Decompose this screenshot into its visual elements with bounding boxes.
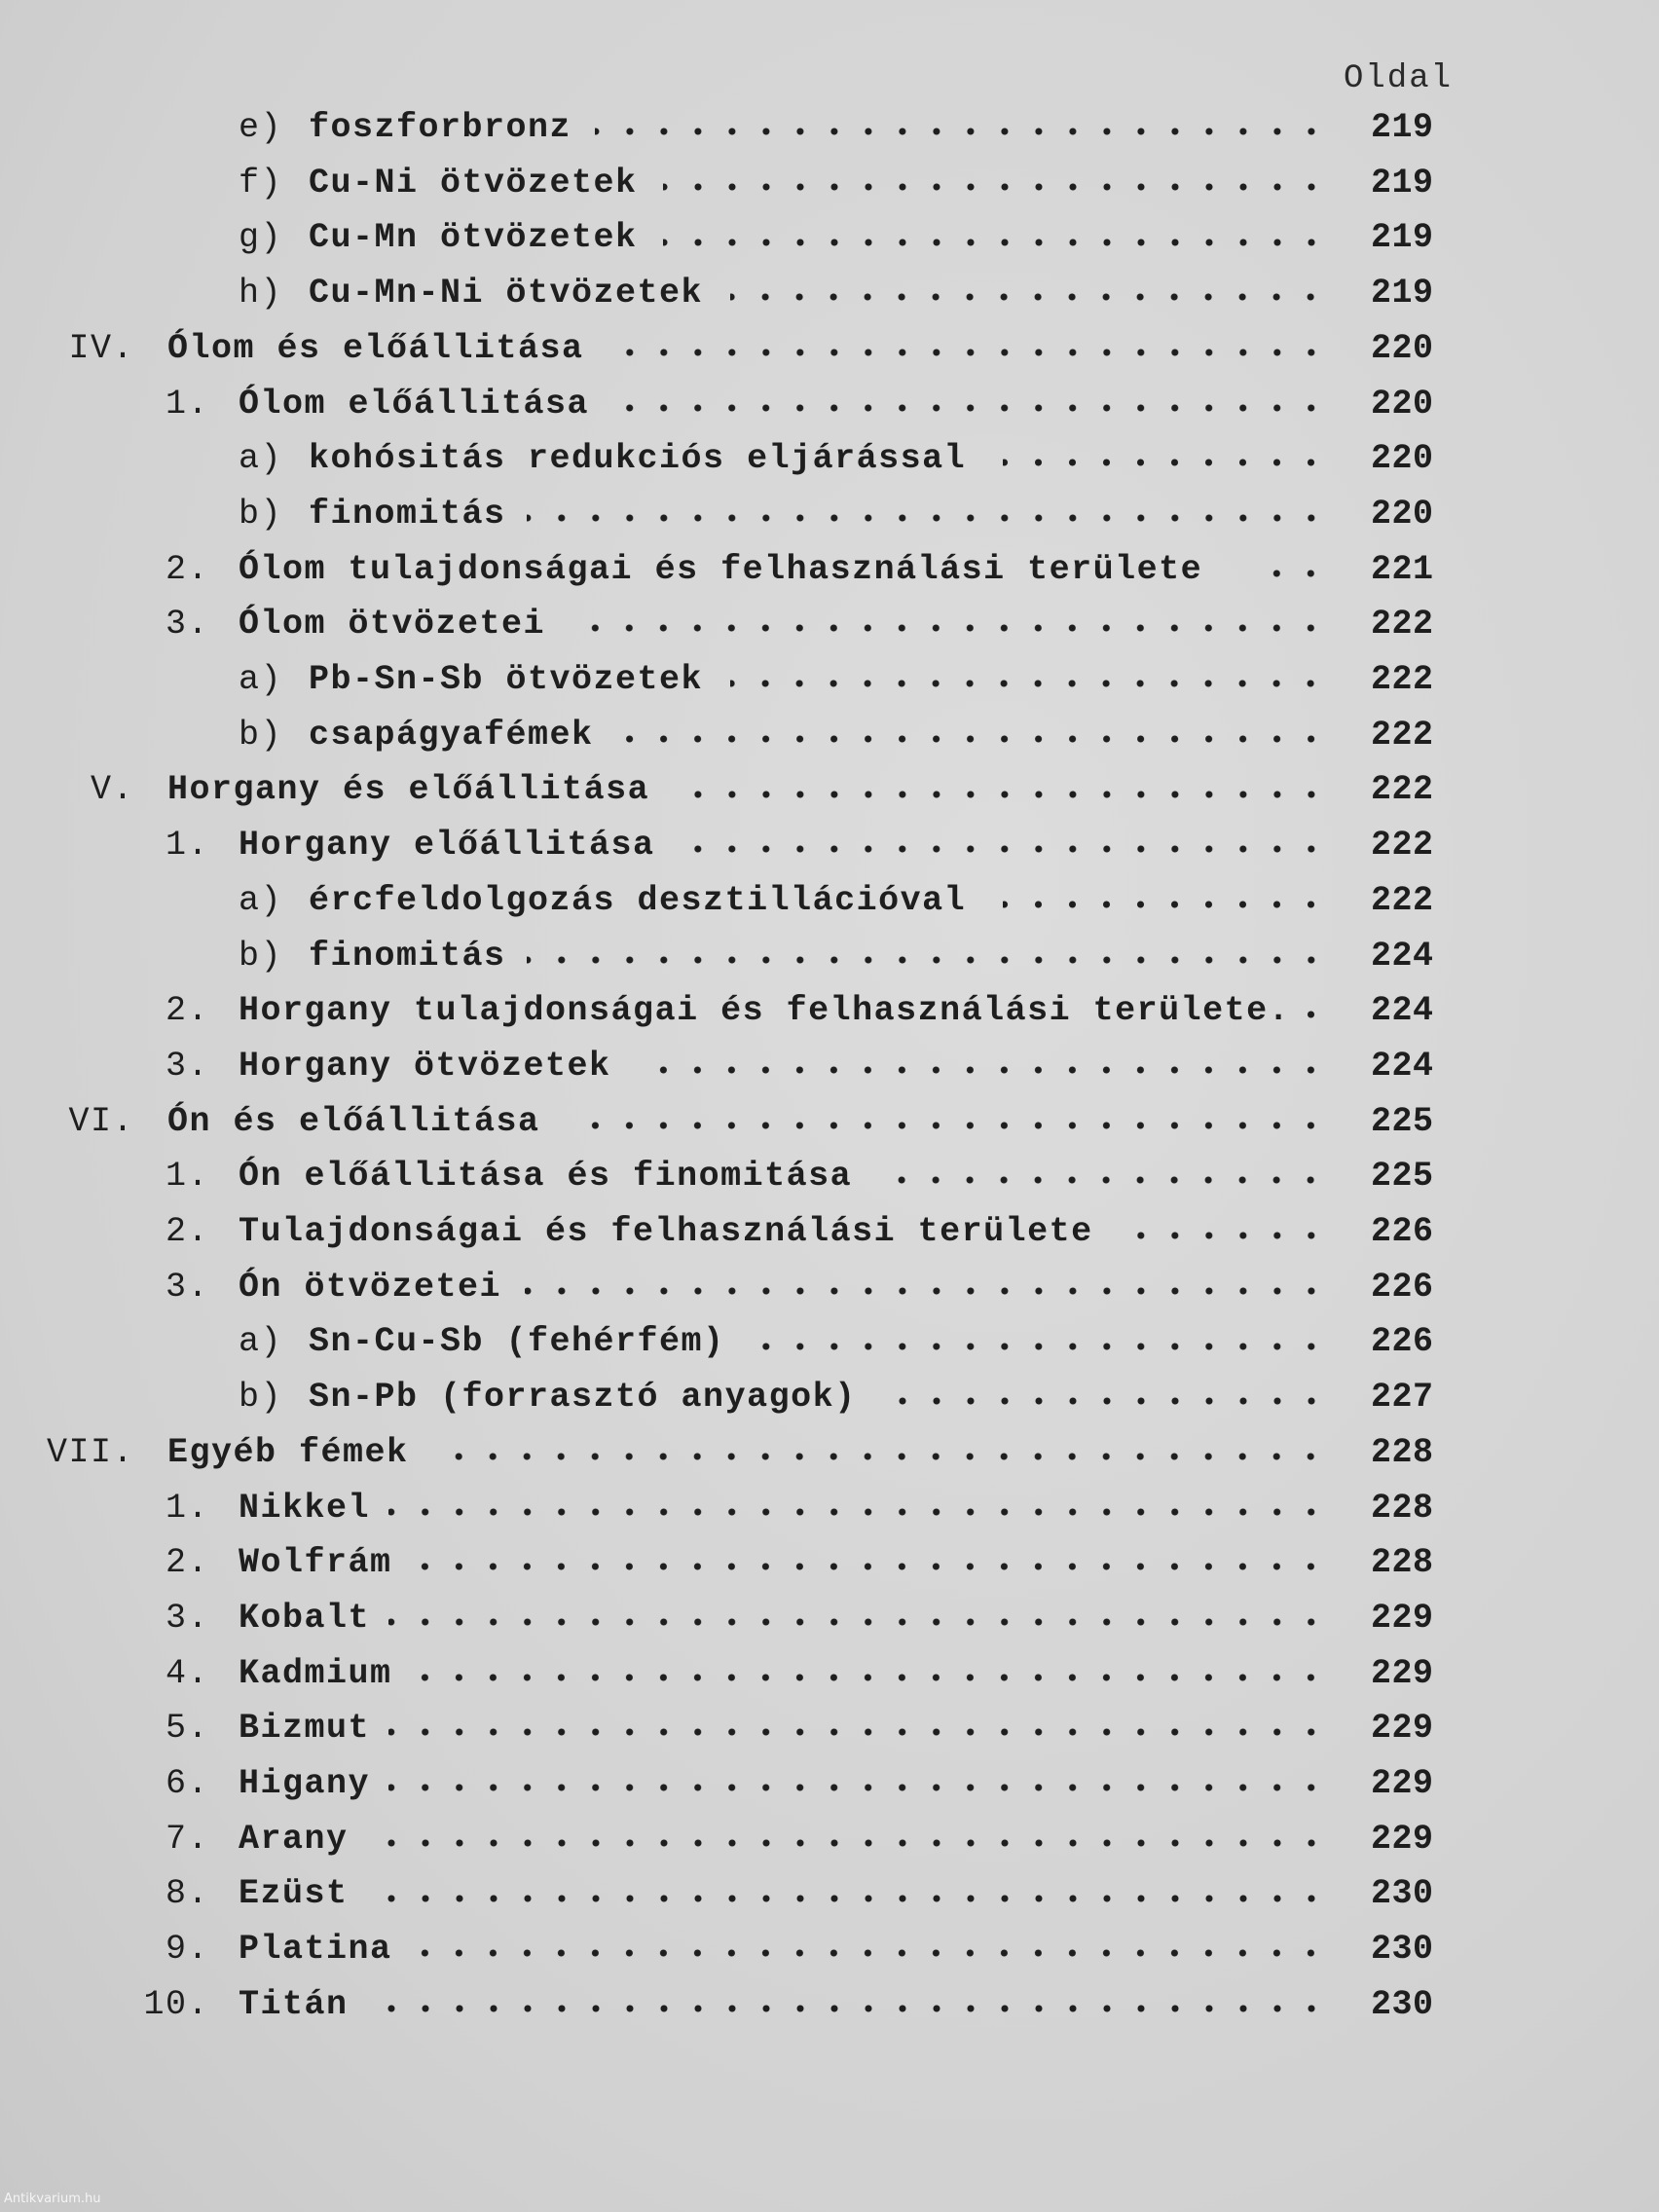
dot-leader bbox=[366, 1977, 1329, 2032]
toc-entry-title: Horgany és előállitása bbox=[167, 770, 650, 810]
dot-leader bbox=[1137, 1204, 1328, 1259]
dot-leader bbox=[638, 1039, 1328, 1093]
toc-entry-number: 1. bbox=[165, 384, 209, 424]
toc-entry-page: 228 bbox=[1371, 1488, 1434, 1528]
dot-leader bbox=[411, 1535, 1328, 1590]
toc-entry-page: 230 bbox=[1371, 1874, 1434, 1914]
toc-entry-number: IV. bbox=[68, 328, 134, 368]
toc-entry bbox=[0, 983, 1659, 1038]
toc-entry-title: Kadmium bbox=[239, 1653, 392, 1693]
dot-leader bbox=[527, 929, 1328, 983]
dot-leader bbox=[366, 1866, 1329, 1921]
dot-leader bbox=[430, 1425, 1328, 1480]
toc-entry bbox=[0, 1094, 1659, 1149]
toc-entry-page: 229 bbox=[1371, 1653, 1434, 1693]
toc-entry bbox=[0, 431, 1659, 486]
toc-entry-page: 220 bbox=[1371, 328, 1434, 368]
toc-entry-number: 1. bbox=[165, 1488, 209, 1528]
toc-entry bbox=[0, 708, 1659, 762]
toc-entry-number: b) bbox=[238, 715, 282, 755]
toc-entry bbox=[0, 1701, 1659, 1755]
toc-entry-page: 227 bbox=[1371, 1378, 1434, 1418]
toc-entry bbox=[0, 1866, 1659, 1921]
dot-leader bbox=[730, 652, 1328, 707]
toc-entry bbox=[0, 1149, 1659, 1203]
dot-leader bbox=[1003, 431, 1328, 486]
toc-entry-title: Sn-Cu-Sb (fehérfém) bbox=[309, 1322, 725, 1362]
toc-entry-number: h) bbox=[238, 274, 282, 313]
dot-leader bbox=[615, 377, 1328, 431]
toc-entry bbox=[0, 929, 1659, 983]
toc-entry-page: 222 bbox=[1371, 660, 1434, 699]
toc-entry-title: Cu-Mn ötvözetek bbox=[309, 218, 638, 258]
toc-entry-title: Pb-Sn-Sb ötvözetek bbox=[309, 660, 704, 699]
toc-entry-page: 228 bbox=[1371, 1543, 1434, 1583]
toc-entry-page: 222 bbox=[1371, 605, 1434, 645]
toc-entry-page: 224 bbox=[1371, 991, 1434, 1031]
dot-leader bbox=[525, 1260, 1328, 1314]
toc-entry-title: Platina bbox=[239, 1930, 392, 1970]
toc-entry bbox=[0, 1039, 1659, 1093]
toc-entry-page: 219 bbox=[1371, 274, 1434, 313]
toc-entry bbox=[0, 100, 1659, 155]
toc-entry-page: 229 bbox=[1371, 1709, 1434, 1749]
toc-entry-number: 9. bbox=[165, 1930, 209, 1970]
dot-leader bbox=[730, 266, 1328, 320]
toc-entry bbox=[0, 542, 1659, 597]
toc-entry-title: Cu-Mn-Ni ötvözetek bbox=[309, 274, 704, 313]
toc-entry-page: 220 bbox=[1371, 439, 1434, 479]
toc-entry-title: Ón előállitása és finomitása bbox=[239, 1157, 853, 1197]
toc-entry-number: V. bbox=[90, 770, 134, 810]
toc-entry-page: 226 bbox=[1371, 1322, 1434, 1362]
toc-entry-number: 2. bbox=[165, 549, 209, 589]
toc-entry bbox=[0, 1646, 1659, 1701]
dot-leader bbox=[612, 321, 1328, 376]
toc-entry bbox=[0, 762, 1659, 817]
toc-entry-page: 229 bbox=[1371, 1819, 1434, 1859]
dot-leader bbox=[570, 597, 1328, 651]
toc-entry-page: 222 bbox=[1371, 826, 1434, 866]
toc-entry-number: g) bbox=[238, 218, 282, 258]
toc-entry-title: Horgany tulajdonságai és felhasználási területe. bbox=[239, 991, 1291, 1031]
toc-entry-title: Ólom ötvözetei bbox=[239, 605, 546, 645]
toc-entry-number: b) bbox=[238, 1378, 282, 1418]
dot-leader bbox=[411, 1646, 1328, 1701]
toc-entry-number: 3. bbox=[165, 605, 209, 645]
toc-entry-title: Kobalt bbox=[239, 1598, 371, 1638]
toc-entry-number: 5. bbox=[165, 1709, 209, 1749]
toc-entry-number: 7. bbox=[165, 1819, 209, 1859]
toc-entry-title: finomitás bbox=[309, 494, 506, 534]
toc-entry bbox=[0, 1591, 1659, 1645]
toc-entry-number: 3. bbox=[165, 1046, 209, 1086]
toc-entry-number: e) bbox=[238, 108, 282, 147]
toc-entry-title: Titán bbox=[239, 1984, 349, 2024]
dot-leader bbox=[754, 1314, 1328, 1369]
toc-entry-page: 229 bbox=[1371, 1764, 1434, 1803]
dot-leader bbox=[388, 1701, 1328, 1755]
toc-entry-title: finomitás bbox=[309, 936, 506, 976]
watermark: Antikvarium.hu bbox=[4, 2192, 101, 2206]
toc-entry-title: Tulajdonságai és felhasználási területe bbox=[239, 1212, 1093, 1251]
toc-entry-title: Horgany ötvözetek bbox=[239, 1046, 611, 1086]
dot-leader bbox=[1305, 983, 1328, 1038]
toc-entry-page: 222 bbox=[1371, 770, 1434, 810]
toc-entry-title: Bizmut bbox=[239, 1709, 371, 1749]
toc-entry-number: a) bbox=[238, 880, 282, 920]
toc-entry bbox=[0, 1260, 1659, 1314]
toc-entry-title: Ólom előállitása bbox=[239, 384, 590, 424]
toc-entry-page: 225 bbox=[1371, 1157, 1434, 1197]
dot-leader bbox=[887, 1149, 1328, 1203]
toc-entry bbox=[0, 1481, 1659, 1535]
toc-entry-page: 228 bbox=[1371, 1432, 1434, 1472]
toc-entry-page: 226 bbox=[1371, 1267, 1434, 1307]
toc-entry bbox=[0, 487, 1659, 541]
toc-entry-number: 3. bbox=[165, 1267, 209, 1307]
dot-leader bbox=[1003, 873, 1328, 928]
toc-entry-page: 226 bbox=[1371, 1212, 1434, 1251]
toc-entry-title: csapágyafémek bbox=[309, 715, 594, 755]
toc-entry-title: Nikkel bbox=[239, 1488, 371, 1528]
dot-leader bbox=[663, 156, 1329, 210]
dot-leader bbox=[411, 1922, 1328, 1976]
toc-entry bbox=[0, 1977, 1659, 2032]
dot-leader bbox=[683, 818, 1328, 872]
toc-entry-page: 220 bbox=[1371, 494, 1434, 534]
toc-entry-title: Ólom és előállitása bbox=[167, 328, 584, 368]
toc-entry-page: 221 bbox=[1371, 549, 1434, 589]
toc-entry-page: 222 bbox=[1371, 715, 1434, 755]
toc-entry-number: VII. bbox=[46, 1432, 134, 1472]
dot-leader bbox=[1250, 542, 1328, 597]
toc-entry-title: Cu-Ni ötvözetek bbox=[309, 163, 638, 203]
dot-leader bbox=[388, 1591, 1328, 1645]
toc-entry-title: ércfeldolgozás desztillációval bbox=[309, 880, 967, 920]
toc-entry-title: Ólom tulajdonságai és felhasználási területe bbox=[239, 549, 1203, 589]
toc-entry bbox=[0, 266, 1659, 320]
toc-entry bbox=[0, 1370, 1659, 1424]
dot-leader bbox=[388, 1756, 1328, 1811]
toc-entry bbox=[0, 873, 1659, 928]
toc-entry-page: 225 bbox=[1371, 1101, 1434, 1141]
toc-entry-number: b) bbox=[238, 494, 282, 534]
toc-entry-title: Ezüst bbox=[239, 1874, 349, 1914]
dot-leader bbox=[366, 1812, 1329, 1866]
toc-entry-page: 219 bbox=[1371, 163, 1434, 203]
dot-leader bbox=[681, 762, 1328, 817]
toc-entry-title: Horgany előállitása bbox=[239, 826, 655, 866]
toc-entry-page: 219 bbox=[1371, 218, 1434, 258]
toc-entry bbox=[0, 1314, 1659, 1369]
dot-leader bbox=[890, 1370, 1329, 1424]
toc-entry-title: Egyéb fémek bbox=[167, 1432, 409, 1472]
toc-entry bbox=[0, 818, 1659, 872]
toc-entry-number: 2. bbox=[165, 1212, 209, 1251]
dot-leader bbox=[617, 708, 1328, 762]
toc-entry-title: kohósitás redukciós eljárással bbox=[309, 439, 967, 479]
toc-entry bbox=[0, 377, 1659, 431]
toc-entry-number: VI. bbox=[68, 1101, 134, 1141]
toc-entry-title: Arany bbox=[239, 1819, 349, 1859]
toc-entry bbox=[0, 1922, 1659, 1976]
toc-entry-number: 4. bbox=[165, 1653, 209, 1693]
page-column-header: Oldal bbox=[1344, 60, 1454, 97]
toc-entry-page: 229 bbox=[1371, 1598, 1434, 1638]
toc-entry-number: 6. bbox=[165, 1764, 209, 1803]
toc-entry-number: f) bbox=[238, 163, 282, 203]
toc-entry-page: 230 bbox=[1371, 1984, 1434, 2024]
toc-entry-title: Sn-Pb (forrasztó anyagok) bbox=[309, 1378, 857, 1418]
dot-leader bbox=[527, 487, 1328, 541]
toc-entry bbox=[0, 652, 1659, 707]
toc-entry-page: 230 bbox=[1371, 1930, 1434, 1970]
toc-entry-number: 10. bbox=[143, 1984, 209, 2024]
toc-entry bbox=[0, 1756, 1659, 1811]
toc-entry-page: 220 bbox=[1371, 384, 1434, 424]
dot-leader bbox=[388, 1481, 1328, 1535]
dot-leader bbox=[595, 100, 1328, 155]
toc-entry-number: a) bbox=[238, 660, 282, 699]
toc-entry-number: 3. bbox=[165, 1598, 209, 1638]
toc-entry bbox=[0, 1812, 1659, 1866]
dot-leader bbox=[663, 210, 1329, 265]
dot-leader bbox=[567, 1094, 1328, 1149]
toc-entry-number: 2. bbox=[165, 991, 209, 1031]
toc-entry-page: 224 bbox=[1371, 1046, 1434, 1086]
toc-entry-title: Higany bbox=[239, 1764, 371, 1803]
toc-entry-page: 222 bbox=[1371, 880, 1434, 920]
toc-entry-page: 219 bbox=[1371, 108, 1434, 147]
toc-entry-number: 1. bbox=[165, 1157, 209, 1197]
toc-entry-number: 8. bbox=[165, 1874, 209, 1914]
toc-entry-number: a) bbox=[238, 439, 282, 479]
toc-entry bbox=[0, 210, 1659, 265]
toc-entry bbox=[0, 156, 1659, 210]
toc-entry-title: Wolfrám bbox=[239, 1543, 392, 1583]
toc-entry bbox=[0, 321, 1659, 376]
toc-entry-number: 1. bbox=[165, 826, 209, 866]
toc-entry-title: foszforbronz bbox=[309, 108, 572, 147]
toc-entry-number: b) bbox=[238, 936, 282, 976]
toc-entry-title: Ón és előállitása bbox=[167, 1101, 540, 1141]
toc-entry bbox=[0, 1535, 1659, 1590]
toc-entry-title: Ón ötvözetei bbox=[239, 1267, 502, 1307]
toc-entry-number: 2. bbox=[165, 1543, 209, 1583]
toc-entry-page: 224 bbox=[1371, 936, 1434, 976]
toc-entry bbox=[0, 1204, 1659, 1259]
toc-entry-number: a) bbox=[238, 1322, 282, 1362]
toc-entry bbox=[0, 597, 1659, 651]
toc-entry bbox=[0, 1425, 1659, 1480]
